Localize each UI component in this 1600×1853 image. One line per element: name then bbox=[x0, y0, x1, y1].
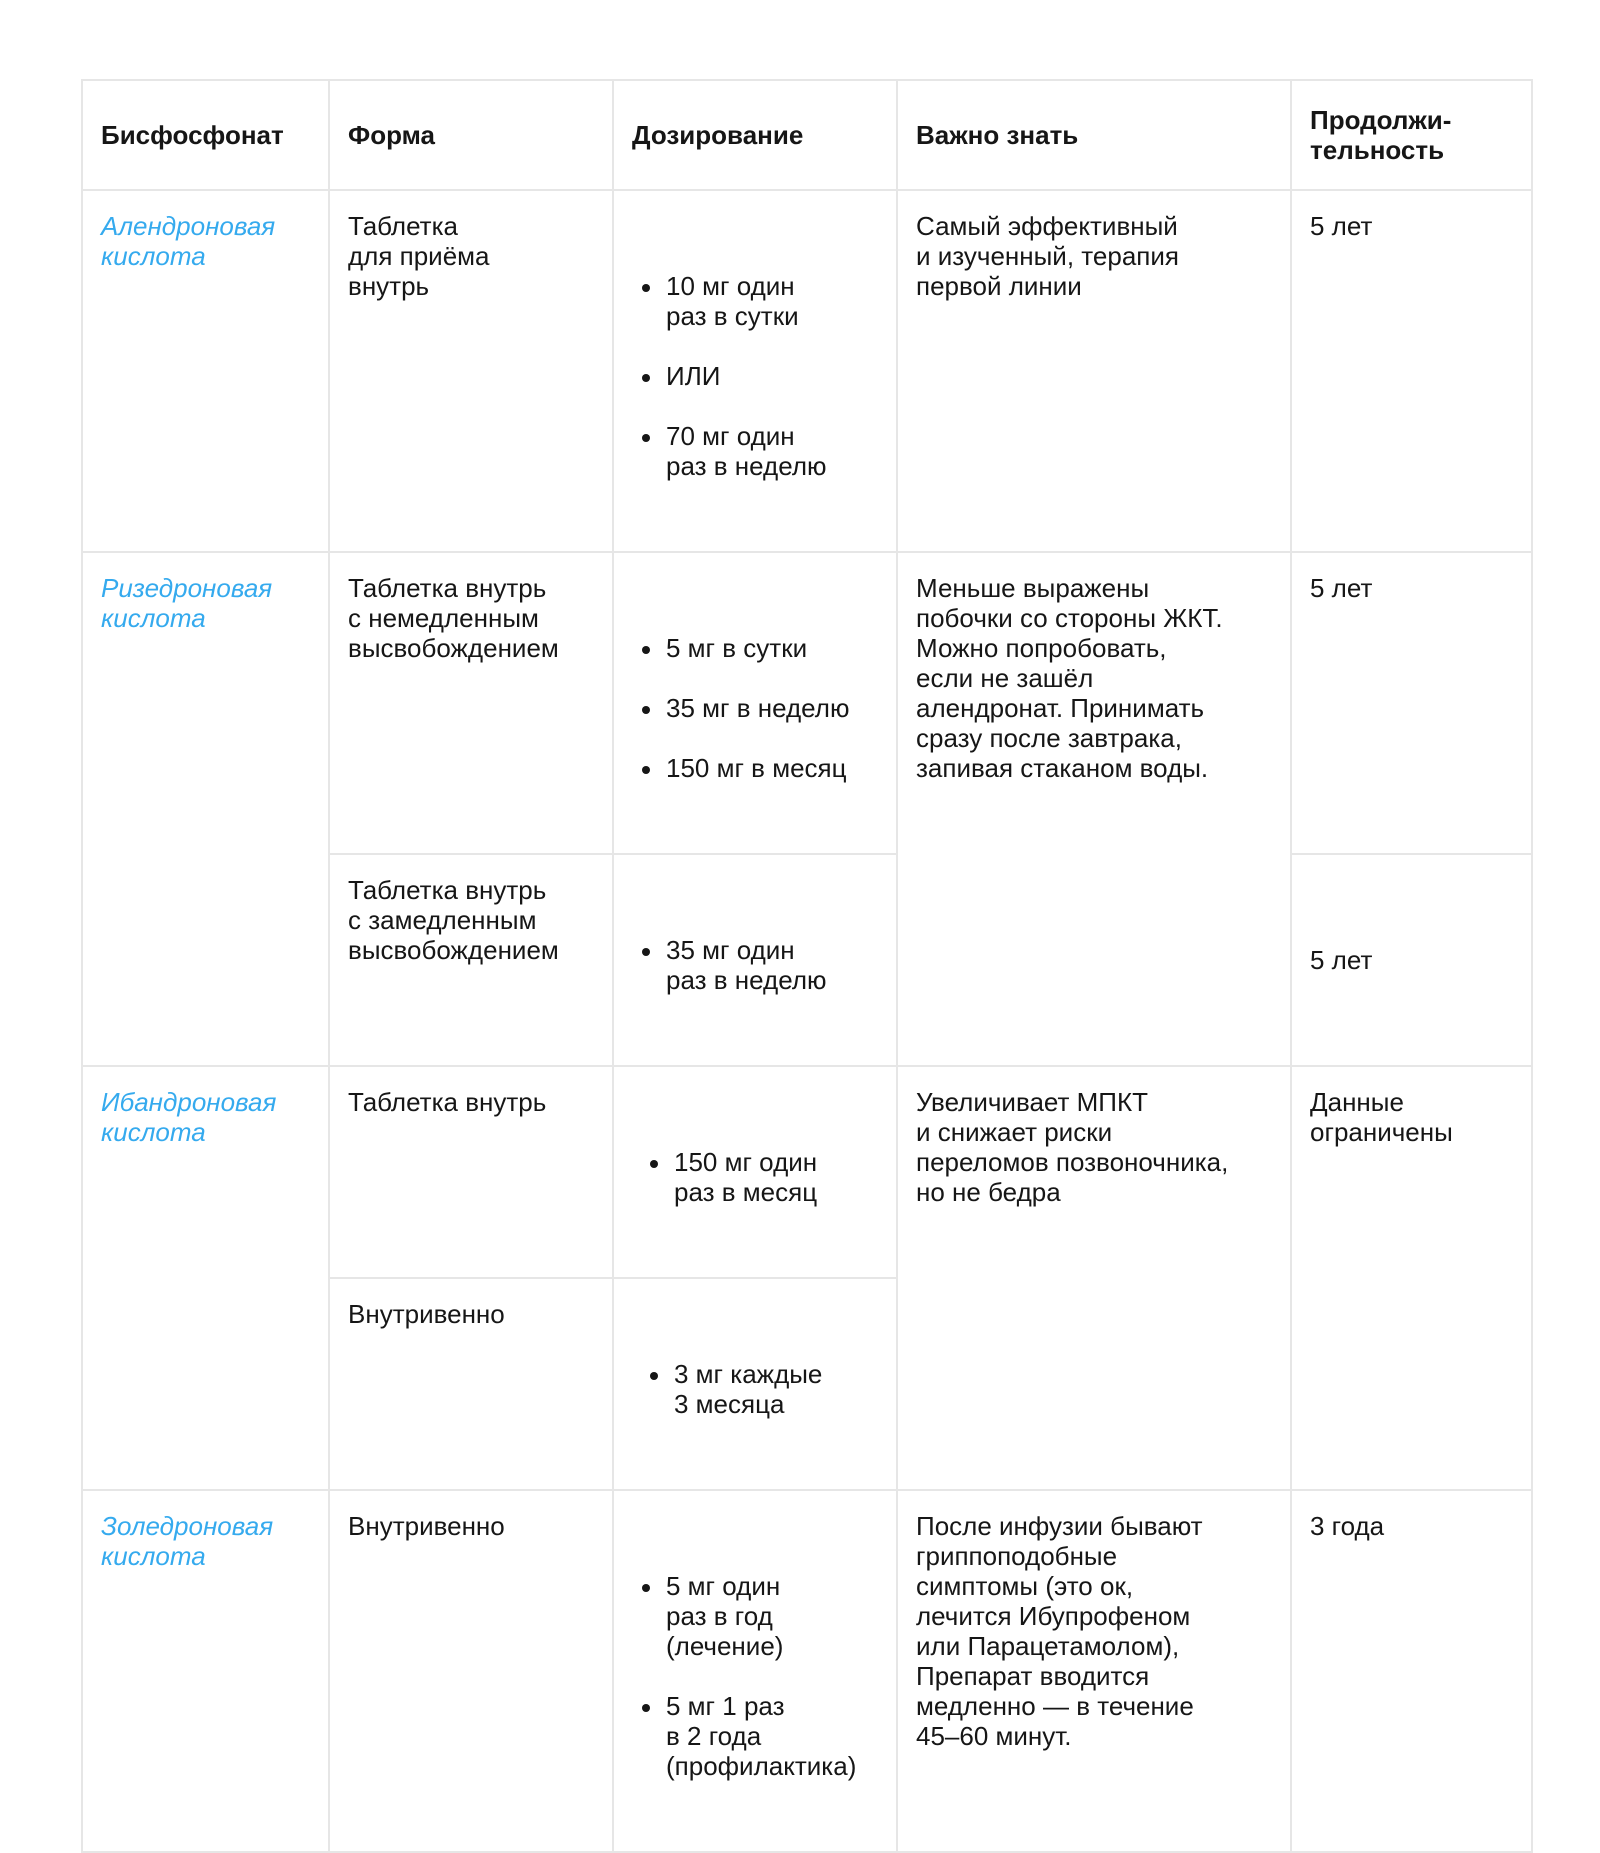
dosing-cell bbox=[613, 190, 897, 552]
dosing-cell bbox=[613, 1066, 897, 1278]
duration-cell: 5 лет bbox=[1291, 190, 1532, 552]
header-dosing: Дозирование bbox=[613, 80, 897, 190]
drug-name: Золедроновая кислота bbox=[82, 1490, 329, 1852]
notes-cell: Увеличивает МПКТ и снижает риски переломов позвоночника, но не бедра bbox=[897, 1066, 1291, 1490]
dose-item: 150 мг в месяц bbox=[666, 753, 878, 783]
dose-item: 3 мг каждые 3 месяца bbox=[674, 1359, 878, 1419]
table-row bbox=[82, 552, 1532, 854]
notes-cell: Меньше выражены побочки со стороны ЖКТ. Можно попробовать, если не зашёл алендронат. Принимать сразу после завтрака, запивая стаканом воды. bbox=[897, 552, 1291, 1066]
notes-cell: Самый эффективный и изученный, терапия первой линии bbox=[897, 190, 1291, 552]
header-drug: Бисфосфонат bbox=[82, 80, 329, 190]
form-cell: Внутривенно bbox=[329, 1278, 613, 1490]
form-cell: Таблетка внутрь с замедленным высвобождением bbox=[329, 854, 613, 1066]
form-cell: Внутривенно bbox=[329, 1490, 613, 1852]
duration-cell: Данные ограничены bbox=[1291, 1066, 1532, 1490]
table-row bbox=[82, 190, 1532, 552]
table-row bbox=[82, 1490, 1532, 1852]
dose-item: 5 мг один раз в год (лечение) bbox=[666, 1571, 878, 1661]
dose-item: 35 мг в неделю bbox=[666, 693, 878, 723]
dosing-cell bbox=[613, 1278, 897, 1490]
header-form: Форма bbox=[329, 80, 613, 190]
dose-item: ИЛИ bbox=[666, 361, 878, 391]
duration-cell: 5 лет bbox=[1291, 552, 1532, 854]
dose-item: 5 мг 1 раз в 2 года (профилактика) bbox=[666, 1691, 878, 1781]
dose-item: 150 мг один раз в месяц bbox=[674, 1147, 878, 1207]
dose-item: 5 мг в сутки bbox=[666, 633, 878, 663]
drug-name: Алендроновая кислота bbox=[82, 190, 329, 552]
dosing-cell bbox=[613, 552, 897, 854]
dose-item: 70 мг один раз в неделю bbox=[666, 421, 878, 481]
drug-name: Ибандроновая кислота bbox=[82, 1066, 329, 1490]
dosing-cell bbox=[613, 1490, 897, 1852]
dose-item: 35 мг один раз в неделю bbox=[666, 935, 878, 995]
form-cell: Таблетка для приёма внутрь bbox=[329, 190, 613, 552]
notes-cell: После инфузии бывают гриппоподобные симптомы (это ок, лечится Ибупрофеном или Парацетамолом), Препарат вводится медленно — в течение 45–60 минут. bbox=[897, 1490, 1291, 1852]
drug-name: Ризедроновая кислота bbox=[82, 552, 329, 1066]
dosing-cell bbox=[613, 854, 897, 1066]
form-cell: Таблетка внутрь bbox=[329, 1066, 613, 1278]
header-row bbox=[82, 80, 1532, 190]
dose-item: 10 мг один раз в сутки bbox=[666, 271, 878, 331]
form-cell: Таблетка внутрь с немедленным высвобождением bbox=[329, 552, 613, 854]
duration-cell: 5 лет bbox=[1291, 854, 1532, 1066]
header-duration: Продолжи- тельность bbox=[1291, 80, 1532, 190]
duration-cell: 3 года bbox=[1291, 1490, 1532, 1852]
header-notes: Важно знать bbox=[897, 80, 1291, 190]
bisphosphonate-table bbox=[81, 79, 1533, 1853]
table-row bbox=[82, 1066, 1532, 1278]
